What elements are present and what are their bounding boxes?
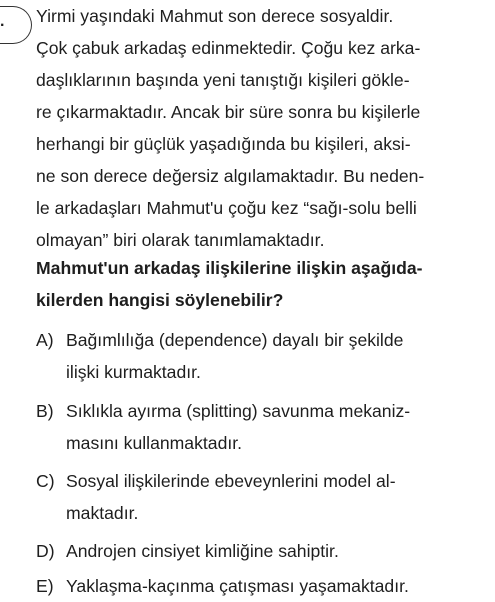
question-stem xyxy=(36,252,486,316)
option-letter: E) xyxy=(36,576,54,596)
question-line: Mahmut'un arkadaş ilişkilerine ilişkin aşağıda- xyxy=(36,258,423,278)
question-line: kilerden hangisi söylenebilir? xyxy=(36,290,284,310)
option-text-line: Yaklaşma-kaçınma çatışması yaşamaktadır. xyxy=(66,576,409,596)
option-text-line: Sıklıkla ayırma (splitting) savunma mekaniz- xyxy=(66,401,411,421)
option-text-line: Androjen cinsiyet kimliğine sahiptir. xyxy=(66,541,339,561)
passage-line: daşlıklarının başında yeni tanıştığı kişileri gökle- xyxy=(36,70,410,90)
passage-line: Yirmi yaşındaki Mahmut son derece sosyaldir. xyxy=(36,6,394,26)
option-letter: D) xyxy=(36,541,55,561)
option-letter: C) xyxy=(36,471,55,491)
passage-line: herhangi bir güçlük yaşadığında bu kişileri, aksi- xyxy=(36,134,411,154)
option-text-line: masını kullanmaktadır. xyxy=(66,433,243,453)
question-passage xyxy=(36,0,486,256)
option-text-line: Sosyal ilişkilerinde ebeveynlerini model al- xyxy=(66,471,396,491)
option-text-line: maktadır. xyxy=(66,503,139,523)
option-text-line: ilişki kurmaktadır. xyxy=(66,362,201,382)
passage-line: le arkadaşları Mahmut'u çoğu kez “sağı-solu belli xyxy=(36,198,417,218)
passage-line: re çıkarmaktadır. Ancak bir süre sonra bu kişilerle xyxy=(36,102,421,122)
passage-line: ne son derece değersiz algılamaktadır. Bu neden- xyxy=(36,166,425,186)
passage-line: Çok çabuk arkadaş edinmektedir. Çoğu kez arka- xyxy=(36,38,421,58)
passage-line: olmayan” biri olarak tanımlamaktadır. xyxy=(36,230,325,250)
question-number-marker xyxy=(0,6,32,44)
option-letter: B) xyxy=(36,401,54,421)
option-letter: A) xyxy=(36,330,54,350)
option-text-line: Bağımlılığa (dependence) dayalı bir şekilde xyxy=(66,330,404,350)
question-number: . xyxy=(0,13,5,30)
